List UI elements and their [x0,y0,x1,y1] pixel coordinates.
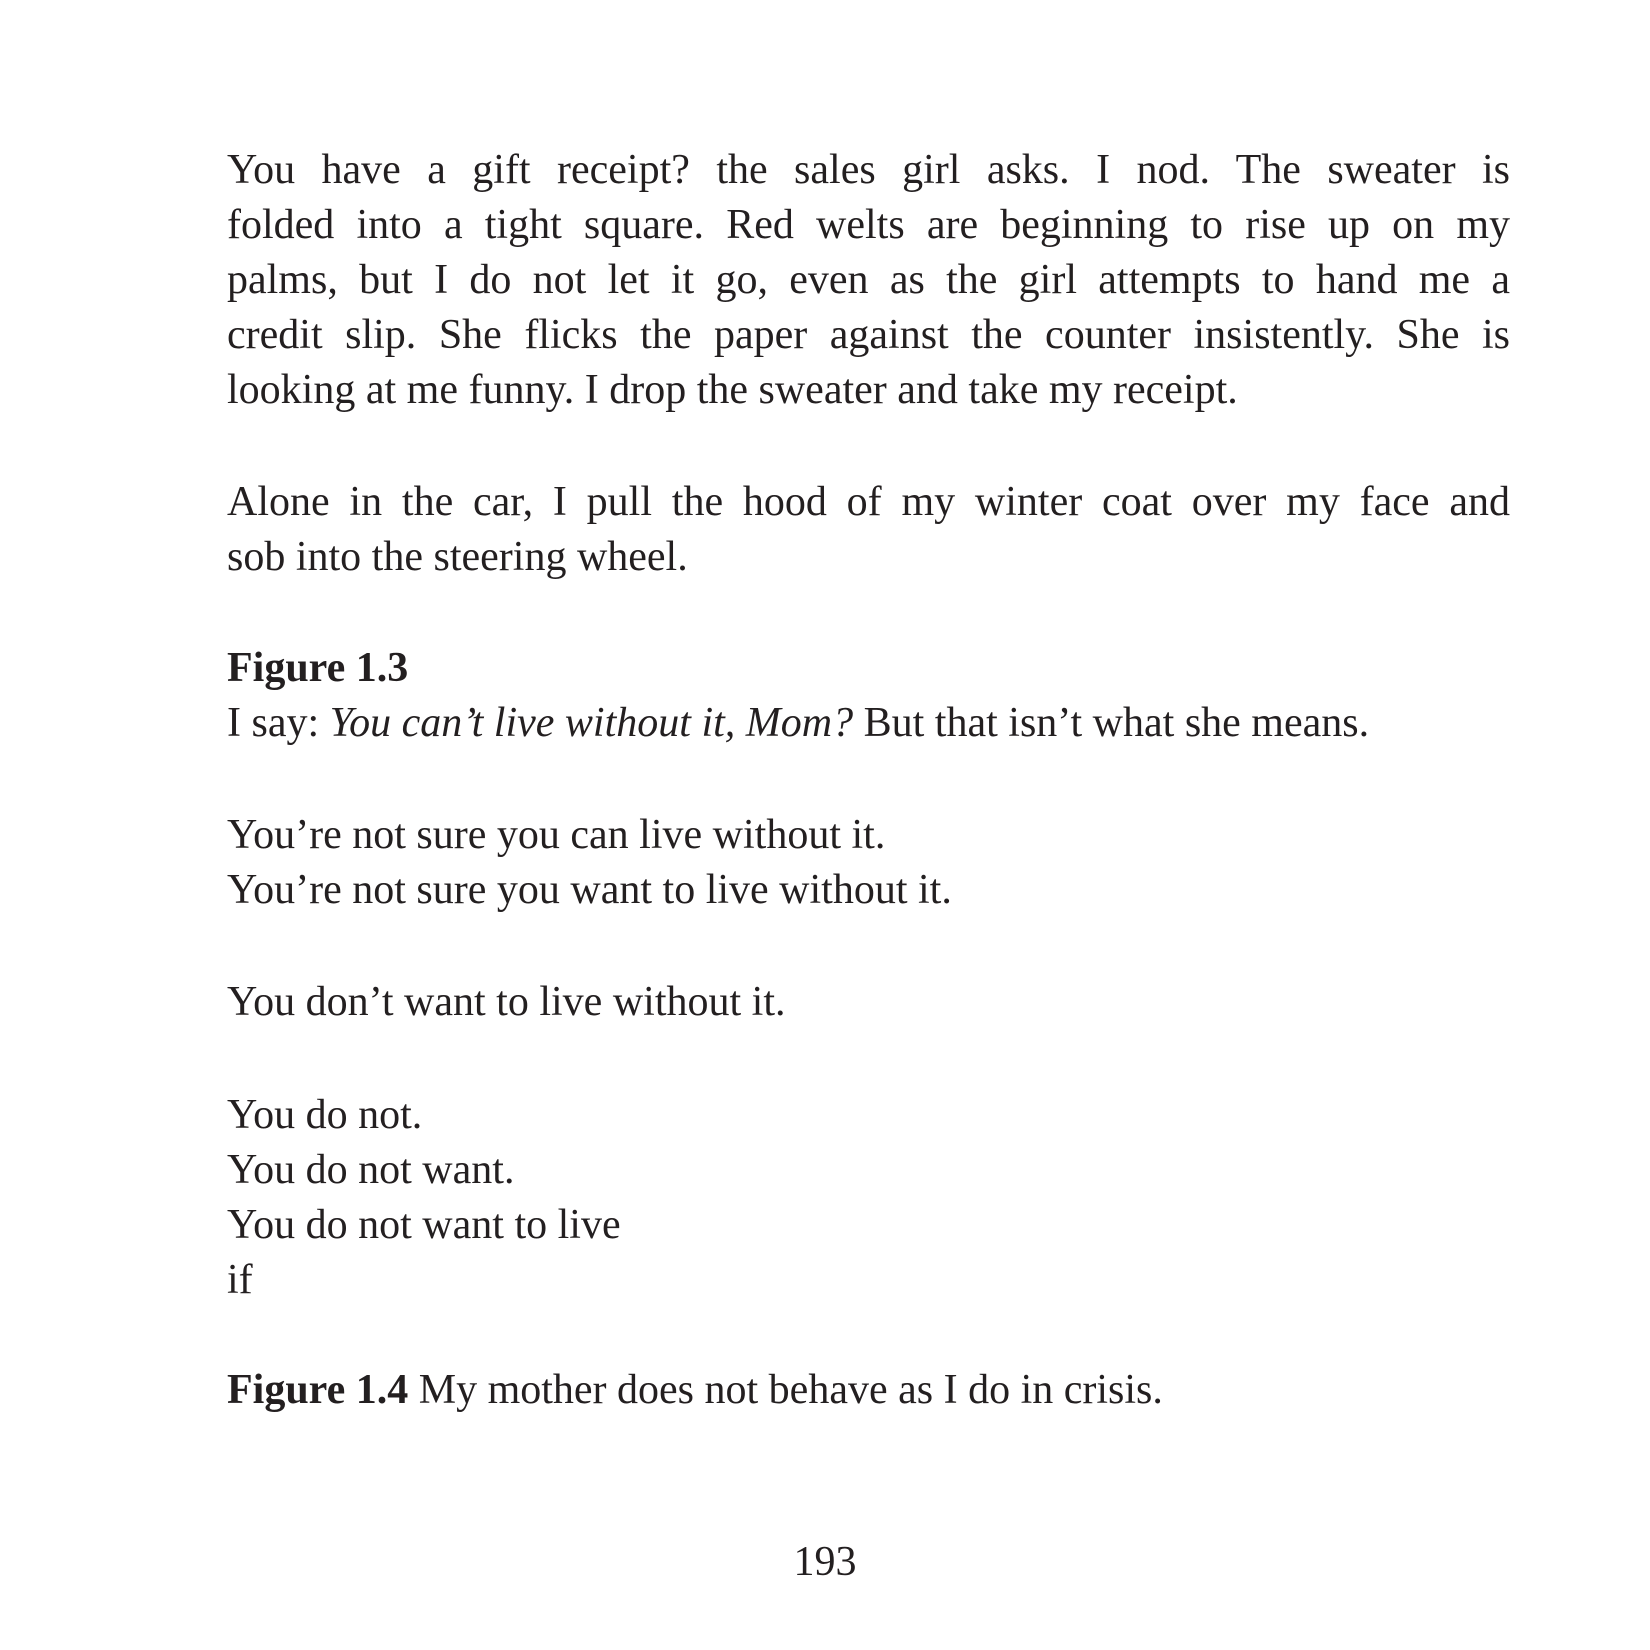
figure-1-3-heading: Figure 1.3 [227,645,409,691]
paragraph-alone-in-car [227,475,1510,585]
figure-1-3-text [227,696,1510,751]
stanza-dont-want [227,975,1510,1030]
text-line: credit slip. She flicks the paper against the counter insistently. She is [227,312,1510,358]
text-line: folded into a tight square. Red welts are beginning to rise up on my [227,202,1510,248]
figure-1-3-section [227,641,1510,751]
text-line: You have a gift receipt? the sales girl asks. I nod. The sweater is [227,147,1510,193]
figure-1-4-section [227,1363,1510,1418]
text-line: palms, but I do not let it go, even as the girl attempts to hand me a [227,257,1510,303]
text-line: if [227,1257,253,1303]
text-line: You’re not sure you can live without it. [227,812,886,858]
text-line: You’re not sure you want to live without it. [227,867,952,913]
say-prefix: I say: [227,700,330,746]
say-suffix: But that isn’t what she means. [853,700,1370,746]
figure-1-4-line [227,1363,1510,1418]
figure-1-4-text: My mother does not behave as I do in crisis. [408,1367,1163,1413]
text-line: You do not. [227,1092,423,1138]
figure-1-4-heading: Figure 1.4 [227,1367,409,1413]
text-line: You do not want to live [227,1202,621,1248]
text-line: looking at me funny. I drop the sweater and take my receipt. [227,367,1238,413]
text-line: sob into the steering wheel. [227,534,688,580]
page-number: 193 [793,1539,857,1585]
text-line: You don’t want to live without it. [227,979,786,1025]
stanza-not-sure [227,808,1510,918]
stanza-do-not [227,1088,1510,1308]
paragraph-sales-girl [227,143,1510,418]
text-line: You do not want. [227,1147,515,1193]
text-line: Alone in the car, I pull the hood of my winter coat over my face and [227,479,1510,525]
say-italic-quote: You can’t live without it, Mom? [329,700,854,746]
